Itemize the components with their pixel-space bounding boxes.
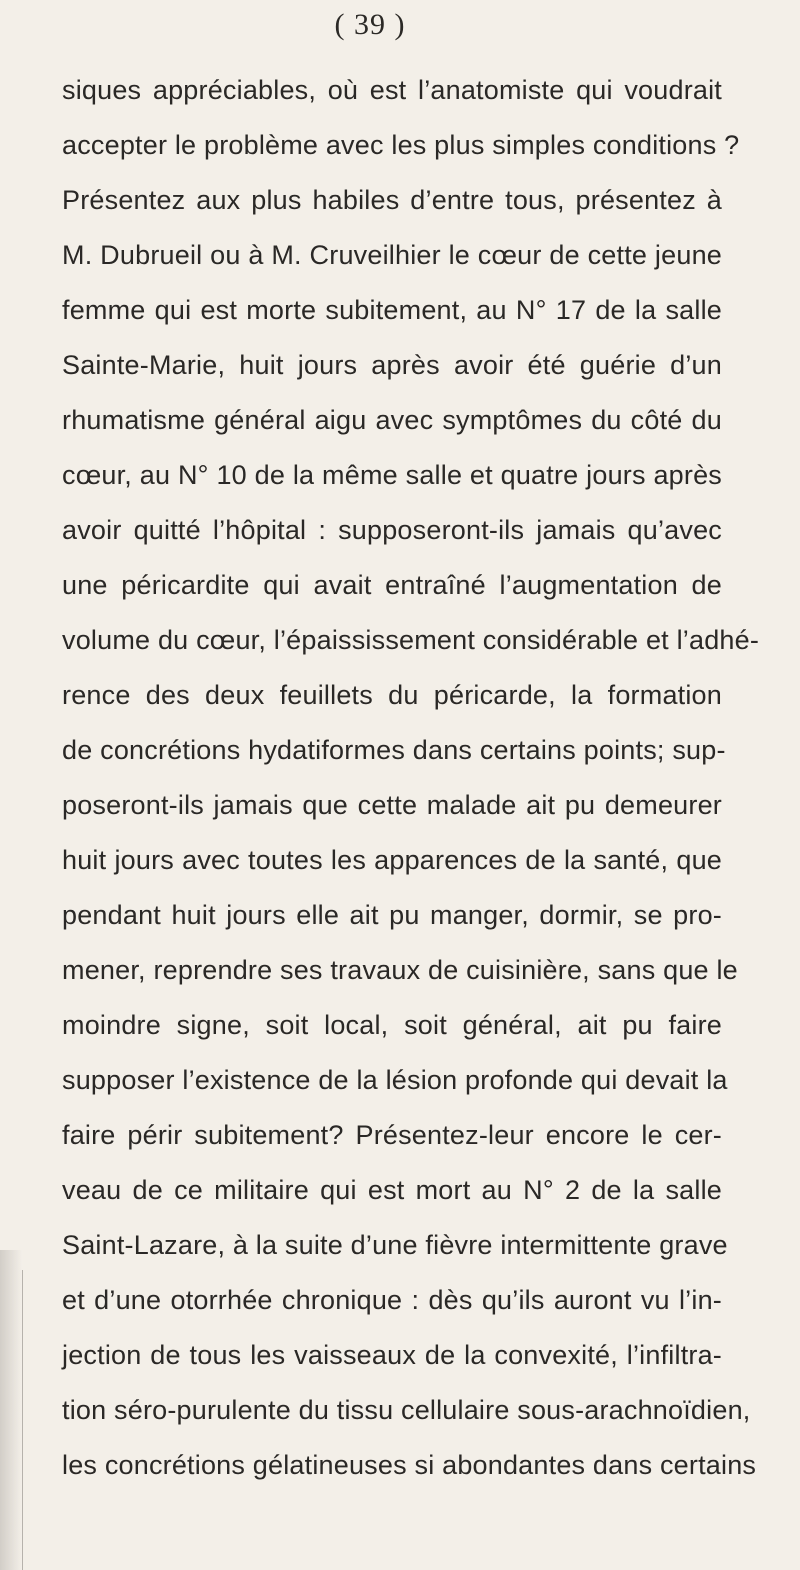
- page-fold-line: [22, 1270, 23, 1570]
- text-line-10: une péricardite qui avait entraîné l’augmentation de: [62, 570, 722, 600]
- text-line-15: huit jours avec toutes les apparences de la santé, que: [62, 845, 722, 875]
- text-line-19: supposer l’existence de la lésion profonde qui devait la: [62, 1065, 728, 1095]
- page-fold-shadow: [0, 1250, 22, 1570]
- text-line-13: de concrétions hydatiformes dans certains points; sup-: [62, 735, 726, 765]
- page-number: ( 39 ): [334, 8, 406, 41]
- text-line-9: avoir quitté l’hôpital : supposeront-ils jamais qu’avec: [62, 515, 722, 545]
- text-line-26: les concrétions gélatineuses si abondantes dans certains: [62, 1450, 757, 1480]
- text-line-2: accepter le problème avec les plus simples conditions ?: [62, 130, 740, 160]
- text-line-7: rhumatisme général aigu avec symptômes du côté du: [62, 405, 722, 435]
- text-line-24: jection de tous les vaisseaux de la convexité, l’infiltra-: [62, 1340, 722, 1370]
- text-line-23: et d’une otorrhée chronique : dès qu’ils auront vu l’in-: [62, 1285, 722, 1315]
- text-line-22: Saint-Lazare, à la suite d’une fièvre intermittente grave: [62, 1230, 728, 1260]
- text-line-17: mener, reprendre ses travaux de cuisinière, sans que le: [62, 955, 738, 985]
- text-line-21: veau de ce militaire qui est mort au N° 2 de la salle: [62, 1175, 722, 1205]
- text-line-6: Sainte-Marie, huit jours après avoir été guérie d’un: [62, 350, 722, 380]
- text-line-20: faire périr subitement? Présentez-leur encore le cer-: [62, 1120, 722, 1150]
- text-line-14: poseront-ils jamais que cette malade ait pu demeurer: [62, 790, 722, 820]
- text-line-1: siques appréciables, où est l’anatomiste qui voudrait: [62, 75, 722, 105]
- text-line-12: rence des deux feuillets du péricarde, la formation: [62, 680, 722, 710]
- text-line-3: Présentez aux plus habiles d’entre tous, présentez à: [62, 185, 722, 215]
- text-line-25: tion séro-purulente du tissu cellulaire sous-arachnoïdien,: [62, 1395, 751, 1425]
- text-line-8: cœur, au N° 10 de la même salle et quatre jours après: [62, 460, 722, 490]
- text-line-4: M. Dubrueil ou à M. Cruveilhier le cœur de cette jeune: [62, 240, 722, 270]
- text-line-16: pendant huit jours elle ait pu manger, dormir, se pro-: [62, 900, 722, 930]
- text-line-5: femme qui est morte subitement, au N° 17 de la salle: [62, 295, 722, 325]
- text-line-11: volume du cœur, l’épaississement considérable et l’adhé-: [62, 625, 760, 655]
- text-line-18: moindre signe, soit local, soit général, ait pu faire: [62, 1010, 722, 1040]
- body-text: [62, 63, 760, 1493]
